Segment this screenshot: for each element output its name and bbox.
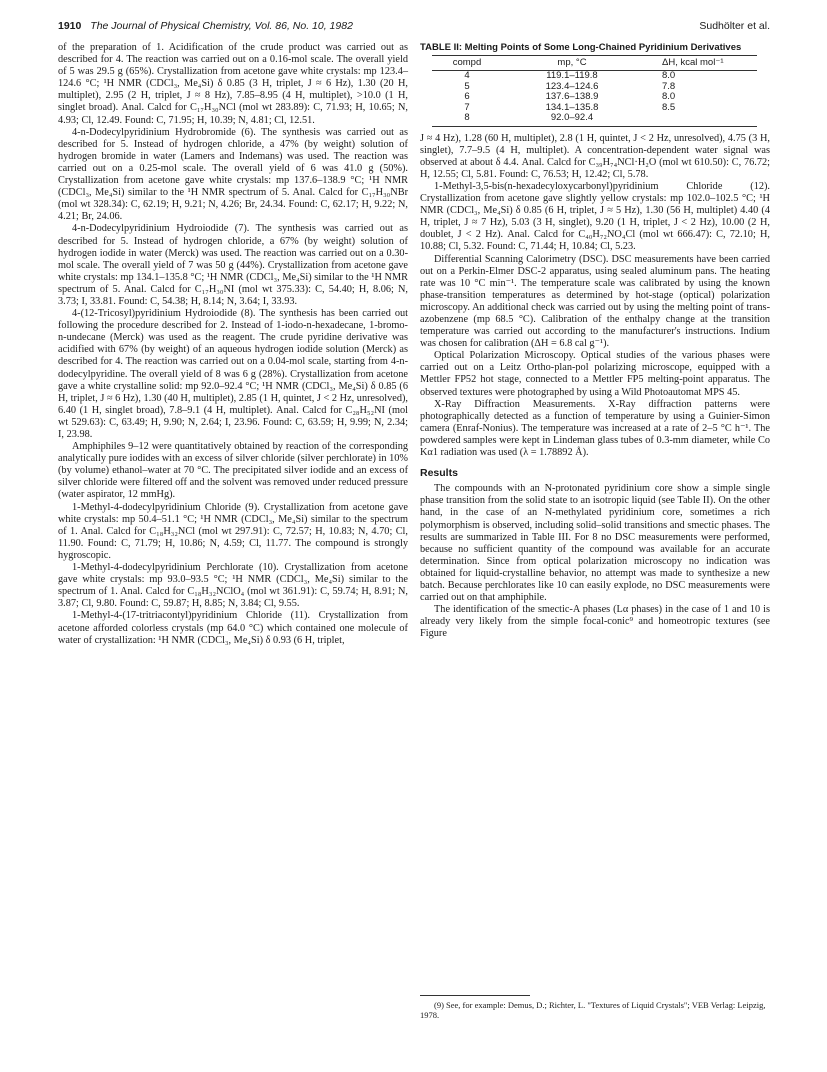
paragraph: X-Ray Diffraction Measurements. X-Ray diffraction patterns were photographically detected as a function of temperature by using a Guinier-Simon camera (Enraf-Nonius). The temperature was increased at a rate of 2–5 °C h⁻¹. The powdered samples were kept in Lindeman glass tubes of 0.3-mm diameter, while Co Kα1 radiation was used (λ = 1.78892 Å). [420, 398, 770, 459]
table-cell: 7.8 [662, 80, 676, 92]
column-header: mp, °C [502, 56, 642, 71]
table-bottom-rule [432, 126, 757, 127]
table-cell: 7 [464, 101, 470, 113]
table-cell: 137.6–138.9 [545, 91, 599, 103]
table-cell: 4 [464, 70, 470, 82]
column-header: compd [432, 56, 502, 71]
right-column [420, 42, 770, 640]
paragraph: J ≈ 4 Hz), 1.28 (60 H, multiplet), 2.8 (1 H, quintet, J < 2 Hz, unresolved), 4.75 (3 H, singlet), 7.7–9.5 (4 H, multiplet). A concentration-dependent water signal was observed at about δ 4.4. Anal. Calcd for C₃₉H₇₄NCl·H₂O (mol wt 610.50): C, 76.72; H, 12.55; Cl, 5.81. Found: C, 76.53; H, 12.42; Cl, 5.78. [420, 132, 770, 180]
table-row [432, 103, 757, 114]
header-authors: Sudhölter et al. [699, 20, 770, 32]
paragraph: Differential Scanning Calorimetry (DSC). DSC measurements have been carried out on a Perkin-Elmer DSC-2 apparatus, using sealed aluminum pans. The heating rate was 10 °C min⁻¹. The temperature scale was calibrated by using the known phase-transition temperatures as determined by hot-stage (optical) polarization microscopy. An additional check was carried out by using the melting point of trans-azobenzene (mp 68.5 °C). Calibration of the enthalpy change at the transition temperature was carried out according to the manufacturer's instructions. Indium was chosen for calibration (ΔH = 6.8 cal g⁻¹). [420, 253, 770, 350]
footnote [420, 1000, 770, 1020]
table-caption: TABLE II: Melting Points of Some Long-Chained Pyridinium Derivatives [420, 42, 742, 53]
table-row [432, 113, 757, 126]
page-number: 1910 [58, 20, 82, 32]
table-cell: 5 [464, 80, 470, 92]
footnote-text: (9) See, for example: Demus, D.; Richter, L. "Textures of Liquid Crystals"; VEB Verlag: Leipzig, 1978. [420, 1000, 766, 1020]
table-header-row [432, 56, 757, 71]
table-cell: 123.4–124.6 [545, 80, 599, 92]
journal-citation: The Journal of Physical Chemistry, Vol. 86, No. 10, 1982 [90, 20, 353, 32]
footnote-rule [420, 995, 530, 996]
paragraph: 1-Methyl-4-(17-tritriacontyl)pyridinium Chloride (11). Crystallization from acetone afforded colorless crystals (mp 64.0 °C) which contained one molecule of water of crystallization: ¹H NMR (CDCl₃, Me₄Si) δ 0.93 (6 H, triplet, [58, 610, 408, 646]
table-cell: 8 [464, 112, 470, 124]
paragraph: 4-n-Dodecylpyridinium Hydroiodide (7). The synthesis was carried out as described for 5. Instead of hydrogen chloride, a 67% (by weight) solution of hydrogen iodide in water (Merck) was used. The reaction was carried out on a 0.30-mol scale. The overall yield of 7 was 50 g (44%). Crystallization from acetone gave white crystals: mp 134.1–135.8 °C; ¹H NMR (CDCl₃, Me₄Si) similar to the ¹H NMR spectrum of 5. Anal. Calcd for C₁₇H₃₀NI (mol wt 375.33): C, 54.40; H, 8.06; N, 3.73; I, 33.81. Found: C, 54.38; H, 8.14; N, 3.64; I, 33.93. [58, 223, 408, 307]
paragraph: Optical Polarization Microscopy. Optical studies of the various phases were carried out on a Leitz Ortho-plan-pol polarizing microscope, equipped with a Mettler FP52 hot stage, connected to a Mettler FP5 melting-point apparatus. The observed textures were photographed by using a Wild Photoautomat MPS 45. [420, 350, 770, 398]
table-cell: 8.0 [662, 91, 676, 103]
table-cell: 8.5 [662, 101, 676, 113]
running-header [58, 20, 770, 34]
paragraph: The identification of the smectic-A phases (Lα phases) in the case of 1 and 10 is already very likely from the simple focal-conic⁹ and homeotropic textures (see Figure [420, 604, 770, 640]
table-row [432, 71, 757, 82]
section-heading-results: Results [420, 467, 458, 480]
paragraph: The compounds with an N-protonated pyridinium core show a simple single phase transition from the solid state to an isotropic liquid (see Table II). On the other hand, in the case of an N-methylated pyridinium core, sometimes a rich polymorphism is observed, including solid–solid transitions and smectic phases. The results are summarized in Table III. For 8 no DSC measurements were performed, because no sufficient quantity of the compound was available for an accurate determination. Since from optical polarization microscopy no indication was obtained for liquid-crystalline behavior, no attempt was made to synthesize a new batch. Because perchlorates like 10 can easily explode, no DSC measurements were carried out on that amphiphile. [420, 483, 770, 604]
paragraph: of the preparation of 1. Acidification of the crude product was carried out as described for 4. The reaction was carried out on a 0.16-mol scale. The overall yield of 5 was 29.5 g (65%). Crystallization from acetone gave white crystals: mp 123.4–124.6 °C; ¹H NMR (CDCl₃, Me₄Si) δ 0.85 (3 H, triplet, J ≈ 6 Hz), 1.30 (20 H, multiplet), 2.95 (2 H, triplet, J ≈ 8 Hz), 7.85–8.95 (4 H, multiplet), >10.0 (1 H, singlet broad). Anal. Calcd for C₁₇H₃₀NCl (mol wt 283.89): C, 71.93; H, 10.65; N, 4.93; Cl, 12.49. Found: C, 71.95; H, 10.39; N, 4.81; Cl, 12.51. [58, 42, 408, 126]
table-cell: 134.1–135.8 [545, 101, 599, 113]
table-cell: 119.1–119.8 [546, 70, 598, 82]
table-cell: 92.0–92.4 [550, 112, 594, 124]
column-header: ΔH, kcal mol⁻¹ [642, 56, 757, 71]
melting-points-table [432, 55, 757, 126]
table-cell: 8.0 [662, 70, 676, 82]
left-column [58, 42, 408, 647]
paragraph: 1-Methyl-4-dodecylpyridinium Perchlorate (10). Crystallization from acetone gave white crystals: mp 93.0–93.5 °C; ¹H NMR (CDCl₃, Me₄Si) similar to the spectrum of 1. Anal. Calcd for C₁₈H₃₂NClO₄ (mol wt 361.91): C, 59.74; H, 8.91; N, 3.87; Cl, 9.80. Found: C, 59.87; H, 8.85; N, 3.84; Cl, 9.55. [58, 562, 408, 610]
table-cell [642, 113, 757, 126]
paragraph: 4-(12-Tricosyl)pyridinium Hydroiodide (8). The synthesis has been carried out following the procedure described for 2. Instead of 1-iodo-n-hexadecane, 1-bromo-n-undecane (Merck) was used as the reagent. The crude pyridine derivative was acidified with 67% (by weight) of an aqueous hydrogen iodide solution (Merck) as described for 4. The reaction was carried out on a 0.04-mol scale, starting from 4-n-dodecylpyridine. The overall yield of 8 was 6 g (28%). Crystallization from acetone gave a white crystalline solid: mp 92.0–92.4 °C; ¹H NMR (CDCl₃, Me₄Si) δ 0.85 (6 H, triplet, J ≈ 6 Hz), 1.30 (40 H, multiplet), 2.85 (1 H, quintet, J < 2 Hz, unresolved), 6.40 (1 H, singlet broad), 7.8–9.1 (4 H, multiplet). Anal. Calcd for C₂₈H₅₂NI (mol wt 529.63): C, 63.49; H, 9.90; N, 2.64; I, 23.96. Found: C, 63.59; H, 9.99; N, 2.34; I, 23.98. [58, 308, 408, 440]
table-cell: 6 [464, 91, 470, 103]
paragraph: 1-Methyl-4-dodecylpyridinium Chloride (9). Crystallization from acetone gave white crystals: mp 50.4–51.1 °C; ¹H NMR (CDCl₃, Me₄Si) similar to the spectrum of 1. Anal. Calcd for C₁₈H₃₂NCl (mol wt 297.91): C, 72.57; H, 10.83; N, 4.70; Cl, 11.90. Found: C, 71.79; H, 10.86; N, 4.59; Cl, 11.77. The compound is strongly hygroscopic. [58, 501, 408, 561]
paragraph: 1-Methyl-3,5-bis(n-hexadecyloxycarbonyl)pyridinium Chloride (12). Crystallization from acetone gave slightly yellow crystals: mp 102.0–102.5 °C; ¹H NMR (CDCl₃, Me₄Si) δ 0.85 (6 H, triplet, J ≈ 5 Hz), 1.30 (56 H, multiplet) 4.40 (4 H, triplet, J ≈ 7 Hz), 5.03 (3 H, singlet), 9.20 (1 H, triplet, J < 2 Hz), 10.00 (2 H, doublet, J < 2 Hz). Anal. Calcd for C₄₀H₇₂NO₄Cl (mol wt 666.47): C, 72.10; H, 10.88; Cl, 5.32. Found: C, 71.44; H, 10.84; Cl, 5.23. [420, 180, 770, 253]
paragraph: Amphiphiles 9–12 were quantitatively obtained by reaction of the corresponding analytically pure iodides with an excess of silver chloride (silver perchlorate) in 10% (by volume) ethanol–water at 70 °C. The precipitated silver iodide and an excess of silver chloride were filtered off and the solvent was removed under reduced pressure (water aspirator, 12 mmHg). [58, 441, 408, 501]
paragraph: 4-n-Dodecylpyridinium Hydrobromide (6). The synthesis was carried out as described for 5. Instead of hydrogen chloride, a 47% (by weight) solution of hydrogen bromide in water (Lamers and Indemans) was used. The reaction was carried out on a 0.25-mol scale. The overall yield of 6 was 41.0 g (50%). Crystallization from acetone gave white crystals: mp 137.6–138.9 °C; ¹H NMR (CDCl₃, Me₄Si) similar to the ¹H NMR spectrum of 5. Anal. Calcd for C₁₇H₃₀NBr (mol wt 328.34): C, 62.19; H, 9.21; N, 4.26; Br, 24.34. Found: C, 62.17; H, 9.22; N, 4.21; Br, 24.06. [58, 126, 408, 223]
header-left [58, 20, 353, 32]
